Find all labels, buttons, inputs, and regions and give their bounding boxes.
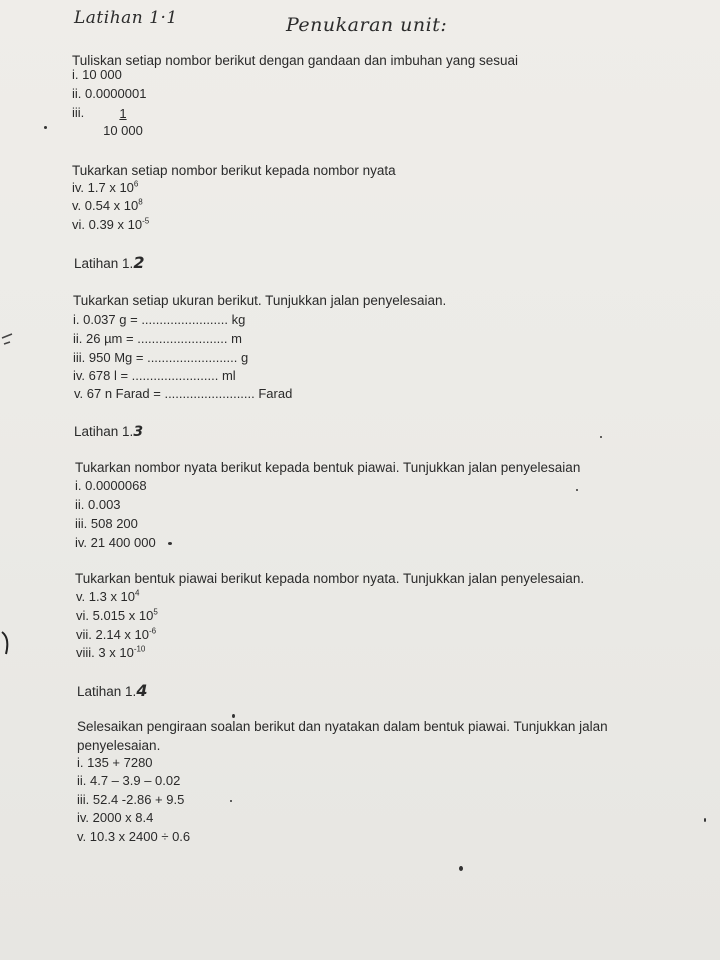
fraction-denominator: 10 000 (103, 123, 143, 138)
section1-item-1: i. 10 000 (72, 67, 122, 82)
section6-item-iv: iv. 2000 x 8.4 (77, 810, 154, 825)
handwritten-title-penukaran: Penukaran unit: (286, 14, 448, 36)
fraction-numerator: 1 (119, 106, 127, 121)
section5-item-viii: viii. 3 x $10^{-10}$ (76, 644, 146, 660)
ink-speck (600, 436, 602, 438)
section2-item-v: v. 0.54 x $10^8$ (72, 197, 143, 213)
ink-speck (576, 489, 578, 491)
ink-speck (459, 866, 463, 871)
section3-item-i: i. 0.037 g = ........................ kg (73, 312, 246, 327)
section4-instruction: Tukarkan nombor nyata berikut kepada bentuk piawai. Tunjukkan jalan penyelesaian (75, 460, 581, 475)
section5-item-vii: vii. 2.14 x $10^{-6}$ (76, 626, 157, 642)
section1-fraction (98, 106, 148, 138)
section6-item-iii: iii. 52.4 -2.86 + 9.5 (77, 792, 185, 807)
ink-speck (232, 714, 235, 718)
handwritten-title-latihan: Latihan 1·1 (74, 8, 178, 28)
edge-mark (0, 326, 18, 352)
edge-mark (0, 628, 12, 658)
ink-speck (230, 800, 232, 802)
section5-item-v: v. 1.3 x $10^4$ (76, 588, 140, 604)
section3-instruction: Tukarkan setiap ukuran berikut. Tunjukkan jalan penyelesaian. (73, 293, 447, 308)
section6-item-i: i. 135 + 7280 (77, 755, 153, 770)
section6-item-v: v. 10.3 x 2400 ÷ 0.6 (77, 829, 191, 844)
section1-item-3-label: iii. (72, 105, 85, 120)
section2-item-iv: iv. 1.7 x $10^6$ (72, 179, 139, 195)
section6-item-ii: ii. 4.7 – 3.9 – 0.02 (77, 773, 181, 788)
section4-item-i: i. 0.0000068 (75, 478, 147, 493)
section3-item-iv: iv. 678 l = ........................ ml (73, 368, 236, 383)
ink-speck (168, 542, 172, 545)
section6-instruction-line2: penyelesaian. (77, 738, 161, 753)
section6-instruction-line1: Selesaikan pengiraan soalan berikut dan nyatakan dalam bentuk piawai. Tunjukkan jalan (77, 719, 608, 734)
section3-item-iii: iii. 950 Mg = ......................... g (73, 350, 249, 365)
section3-item-ii: ii. 26 µm = ......................... m (73, 331, 242, 346)
section2-item-vi: vi. 0.39 x $10^{-5}$ (72, 216, 150, 232)
section4-item-iii: iii. 508 200 (75, 516, 138, 531)
ink-speck (704, 818, 706, 822)
section3-item-v: v. 67 n Farad = ......................... Farad (74, 386, 293, 401)
section5-instruction: Tukarkan bentuk piawai berikut kepada nombor nyata. Tunjukkan jalan penyelesaian. (75, 571, 585, 586)
section4-item-ii: ii. 0.003 (75, 497, 121, 512)
section1-item-2: ii. 0.0000001 (72, 86, 147, 101)
latihan-1-3-heading: Latihan 1.3 (74, 424, 144, 440)
ink-speck (44, 126, 47, 129)
section2-instruction: Tukarkan setiap nombor berikut kepada nombor nyata (72, 163, 396, 178)
latihan-1-4-heading: Latihan 1.4 (77, 681, 148, 700)
section4-item-iv: iv. 21 400 000 (75, 535, 156, 550)
section1-instruction: Tuliskan setiap nombor berikut dengan gandaan dan imbuhan yang sesuai (72, 53, 519, 68)
section5-item-vi: vi. 5.015 x $10^5$ (76, 607, 158, 623)
latihan-1-2-heading: Latihan 1.2 (74, 253, 145, 272)
